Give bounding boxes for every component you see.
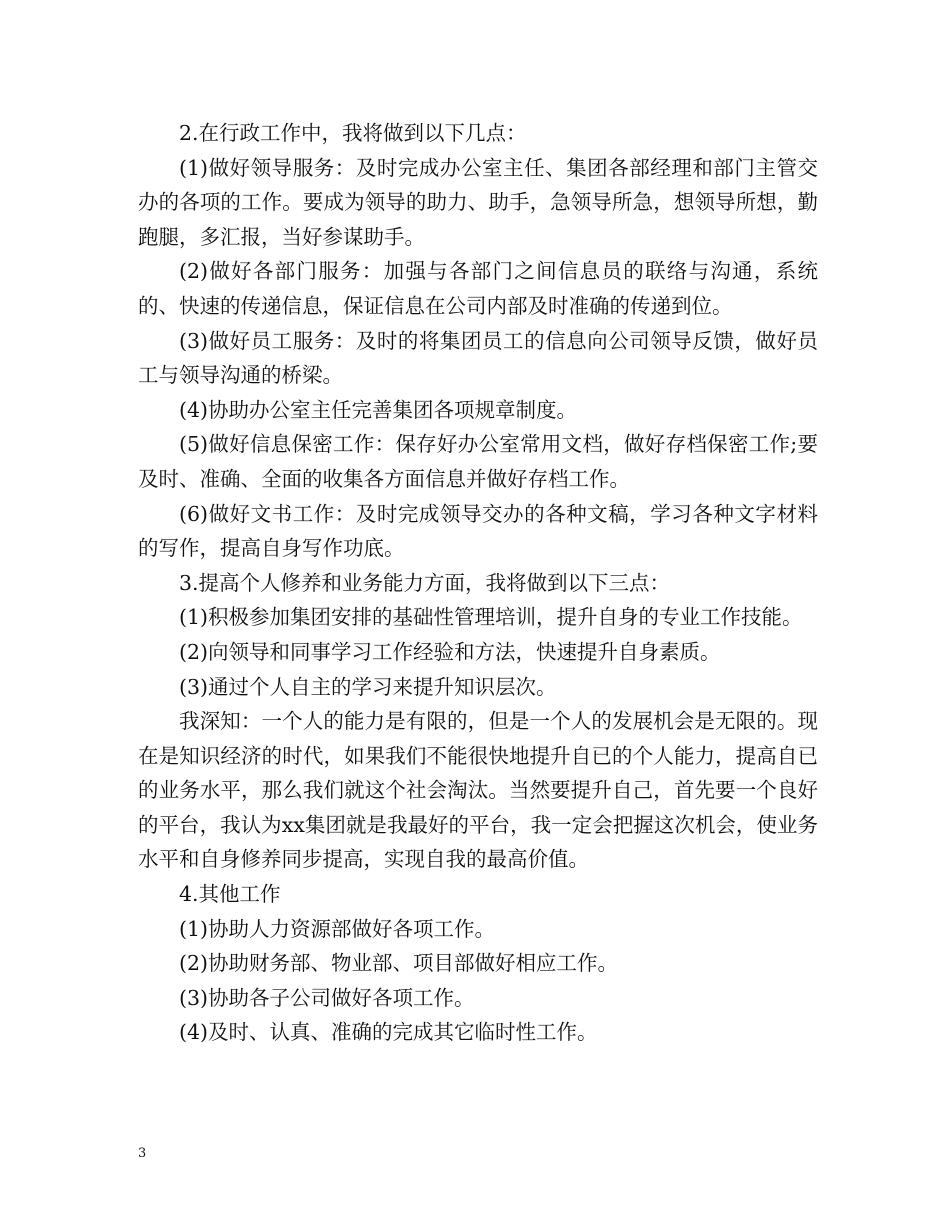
paragraph-rules-support: (4)协助办公室主任完善集团各项规章制度。 <box>179 397 578 422</box>
paragraph-finance-support: (2)协助财务部、物业部、项目部做好相应工作。 <box>179 951 619 976</box>
paragraph-staff-service: (3)做好员工服务：及时的将集团员工的信息向公司领导反馈，做好员工与领导沟通的桥梁。 <box>138 328 818 388</box>
paragraph-admin-heading: 2.在行政工作中，我将做到以下几点： <box>179 121 527 145</box>
paragraph-leader-service: (1)做好领导服务：及时完成办公室主任、集团各部经理和部门主管交办的各项的工作。要成为领导的助力、助手，急领导所急，想领导所想，勤跑腿，多汇报，当好参谋助手。 <box>138 155 818 249</box>
page-number: 3 <box>138 1146 147 1161</box>
paragraph-self-improvement-heading: 3.提高个人修养和业务能力方面，我将做到以下三点： <box>179 570 671 595</box>
paragraph-reflection: 我深知：一个人的能力是有限的，但是一个人的发展机会是无限的。现在是知识经济的时代，如果我们不能很快地提升自已的个人能力，提高自已的业务水平，那么我们就这个社会淘汰。当然要提升自己，首先要一个良好的平台，我认为xx集团就是我最好的平台，我一定会把握这次机会，使业务水平和自身修养同步提高，实现自我的最高价值。 <box>138 709 818 872</box>
paragraph-other-work-heading: 4.其他工作 <box>179 882 281 907</box>
paragraph-learn-from-colleagues: (2)向领导和同事学习工作经验和方法，快速提升自身素质。 <box>179 639 721 664</box>
paragraph-hr-support: (1)协助人力资源部做好各项工作。 <box>179 916 496 941</box>
paragraph-temporary-work: (4)及时、认真、准确的完成其它临时性工作。 <box>179 1020 598 1045</box>
document-body <box>138 116 818 1050</box>
paragraph-confidentiality: (5)做好信息保密工作：保存好办公室常用文档，做好存档保密工作;要及时、准确、全面的收集各方面信息并做好存档工作。 <box>138 432 818 491</box>
paragraph-subsidiary-support: (3)协助各子公司做好各项工作。 <box>179 985 475 1010</box>
paragraph-training: (1)积极参加集团安排的基础性管理培训，提升自身的专业工作技能。 <box>179 605 803 630</box>
paragraph-self-study: (3)通过个人自主的学习来提升知识层次。 <box>179 674 557 699</box>
paragraph-department-service: (2)做好各部门服务：加强与各部门之间信息员的联络与沟通，系统的、快速的传递信息，保证信息在公司内部及时准确的传递到位。 <box>138 259 818 318</box>
paragraph-documents: (6)做好文书工作：及时完成领导交办的各种文稿，学习各种文字材料的写作，提高自身写作功底。 <box>138 501 818 561</box>
